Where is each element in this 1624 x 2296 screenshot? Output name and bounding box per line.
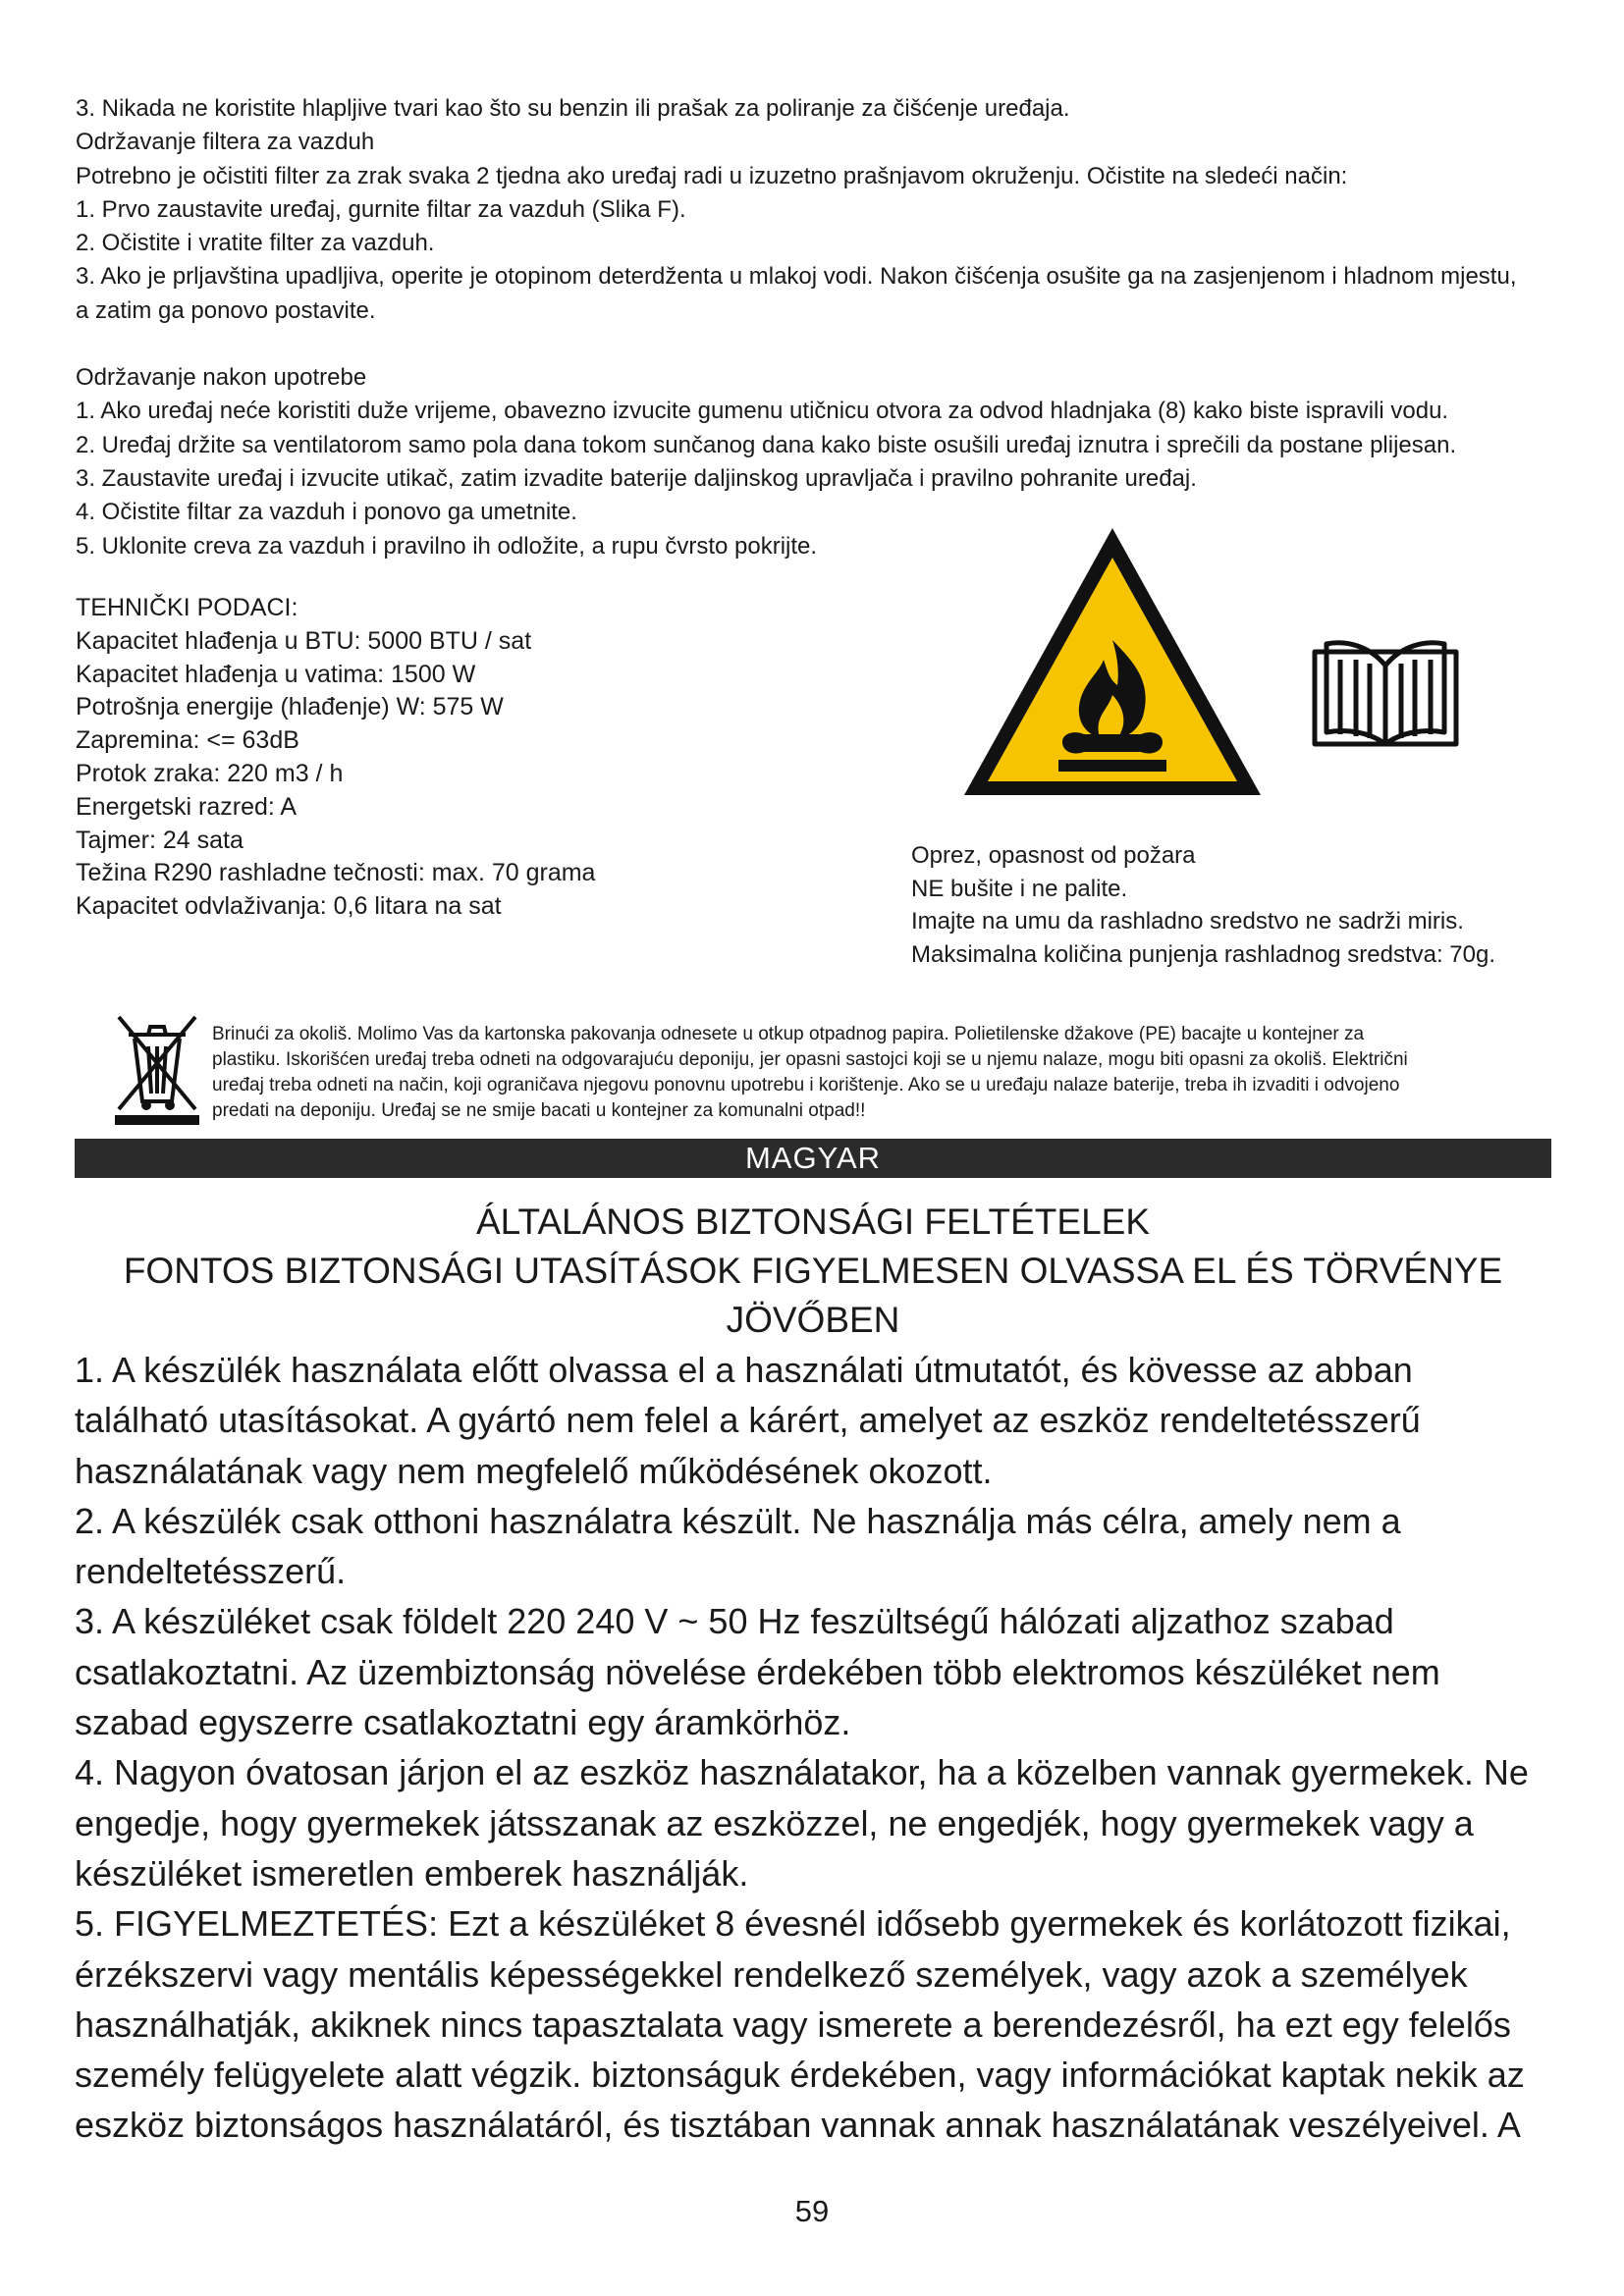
instruction-line: engedje, hogy gyermekek játsszanak az eszközzel, ne engedjék, hogy gyermekek vagy a xyxy=(75,1802,1474,1843)
instruction-line: található utasításokat. A gyártó nem felel a kárért, amelyet az eszköz rendeltetésszerű xyxy=(75,1400,1421,1441)
instruction-line: használhatják, akiknek nincs tapasztalata vagy ismerete a berendezésről, ha ezt egy felelős xyxy=(75,2003,1511,2045)
heading-line: FONTOS BIZTONSÁGI UTASÍTÁSOK FIGYELMESEN OLVASSA EL ÉS TÖRVÉNYE xyxy=(123,1251,1503,1291)
instruction-line: 4. Nagyon óvatosan járjon el az eszköz használatakor, ha a közelben vannak gyermekek. Ne xyxy=(75,1752,1529,1793)
instruction-line: szabad egyszerre csatlakoztatni egy áramkörhöz. xyxy=(75,1702,851,1743)
instruction-line: használatának vagy nem megfelelő működésének okozott. xyxy=(75,1450,993,1491)
instruction-line: 2. A készülék csak otthoni használatra készült. Ne használja más célra, amely nem a xyxy=(75,1500,1401,1541)
text-line: 3. Nikada ne koristite hlapljive tvari kao što su benzin ili prašak za poliranje za čišćenje uređaja. xyxy=(76,95,1070,122)
spec-line: Kapacitet odvlaživanja: 0,6 litara na sat xyxy=(76,892,502,921)
list-item: 3. Ako je prljavština upadljiva, operite je otopinom deterdženta u mlakoj vodi. Nakon čišćenja osušite ga na zasjenjenom i hladnom mjestu, xyxy=(76,263,1517,291)
caption-line: Oprez, opasnost od požara xyxy=(911,842,1196,869)
instruction-line: 1. A készülék használata előtt olvassa el a használati útmutatót, és kövesse az abban xyxy=(75,1350,1413,1390)
instruction-line: csatlakoztatni. Az üzembiztonság növelése érdekében több elektromos készüléket nem xyxy=(75,1651,1440,1692)
maintenance-section xyxy=(76,92,1568,563)
list-item: 4. Očistite filtar za vazduh i ponovo ga umetnite. xyxy=(76,499,577,526)
notice-line: uređaj treba odneti na način, koji ograničava njegovu ponovnu upotrebu i korištenje. Ako se u uređaju nalaze baterije, treba ih izvaditi i odvojeno xyxy=(212,1075,1400,1095)
instruction-line: személy felügyelete alatt végzik. biztonságuk érdekében, vagy információkat kaptak nekik az xyxy=(75,2055,1525,2096)
environment-notice xyxy=(212,1022,1567,1124)
subsection-title: Održavanje filtera za vazduh xyxy=(76,129,375,156)
list-item: 1. Prvo zaustavite uređaj, gurnite filtar za vazduh (Slika F). xyxy=(76,195,686,223)
notice-line: predati na deponiju. Uređaj se ne smije bacati u kontejner za komunalni otpad!! xyxy=(212,1100,866,1121)
list-item: 2. Očistite i vratite filter za vazduh. xyxy=(76,230,435,257)
spec-line: Energetski razred: A xyxy=(76,792,298,821)
spec-line: Kapacitet hlađenja u BTU: 5000 BTU / sat xyxy=(76,626,532,655)
heading-line: ÁLTALÁNOS BIZTONSÁGI FELTÉTELEK xyxy=(475,1201,1151,1242)
caption-line: Imajte na umu da rashladno sredstvo ne sadrži miris. xyxy=(911,908,1464,934)
safety-heading xyxy=(75,1198,1551,1345)
spec-line: Zapremina: <= 63dB xyxy=(76,726,299,755)
fire-warning-caption xyxy=(911,839,1540,971)
text-line: a zatim ga ponovo postavite. xyxy=(76,296,376,324)
instruction-line: készüléket ismeretlen emberek használják. xyxy=(75,1852,749,1894)
list-item: 2. Uređaj držite sa ventilatorom samo pola dana tokom sunčanog dana kako biste osušili uređaj iznutra i sprečili da postane plijesan. xyxy=(76,431,1457,458)
instruction-line: érzékszervi vagy mentális képességekkel rendelkező személyek, vagy azok a személyek xyxy=(75,1953,1468,1995)
spec-line: Tajmer: 24 sata xyxy=(76,826,244,854)
read-manual-icon xyxy=(1311,630,1460,748)
instruction-line: 3. A készüléket csak földelt 220 240 V ~ 50 Hz feszültségű hálózati aljzathoz szabad xyxy=(75,1601,1394,1642)
flammable-warning-icon xyxy=(960,524,1265,799)
heading-line: JÖVŐBEN xyxy=(726,1300,900,1340)
list-item: 5. Uklonite creva za vazduh i pravilno ih odložite, a rupu čvrsto pokrijte. xyxy=(76,532,818,560)
text-line: Potrebno je očistiti filter za zrak svaka 2 tjedna ako uređaj radi u izuzetno prašnjavom okruženju. Očistite na sledeći način: xyxy=(76,162,1348,189)
page-number: 59 xyxy=(794,2194,830,2228)
instruction-line: 5. FIGYELMEZTETÉS: Ezt a készüléket 8 évesnél idősebb gyermekek és korlátozott fizikai, xyxy=(75,1903,1511,1945)
caption-line: Maksimalna količina punjenja rashladnog sredstva: 70g. xyxy=(911,940,1496,968)
list-item: 1. Ako uređaj neće koristiti duže vrijeme, obavezno izvucite gumenu utičnicu otvora za odvod hladnjaka (8) kako biste ispravili vodu. xyxy=(76,398,1449,425)
paragraph-gap xyxy=(76,328,1568,361)
crossed-out-bin-icon xyxy=(113,1011,201,1125)
instruction-line: rendeltetésszerű. xyxy=(75,1551,347,1592)
spec-line: Kapacitet hlađenja u vatima: 1500 W xyxy=(76,660,476,688)
spec-line: Potrošnja energije (hlađenje) W: 575 W xyxy=(76,693,504,721)
subsection-title: Održavanje nakon upotrebe xyxy=(76,364,367,392)
spec-line: Težina R290 rashladne tečnosti: max. 70 grama xyxy=(76,859,596,887)
spec-line: Protok zraka: 220 m3 / h xyxy=(76,759,344,787)
instruction-line: eszköz biztonságos használatáról, és tisztában vannak annak használatának veszélyeivel. A xyxy=(75,2105,1521,2146)
technical-specs xyxy=(76,592,606,924)
specs-title: TEHNIČKI PODACI: xyxy=(76,594,298,621)
list-item: 3. Zaustavite uređaj i izvucite utikač, zatim izvadite baterije daljinskog upravljača i pravilno pohranite uređaj. xyxy=(76,464,1197,492)
safety-instructions xyxy=(75,1345,1567,2151)
notice-line: Brinući za okoliš. Molimo Vas da kartonska pakovanja odnesete u otkup otpadnog papira. Polietilenske džakove (PE) bacajte u kontejner za xyxy=(212,1024,1365,1044)
caption-line: NE bušite i ne palite. xyxy=(911,875,1128,902)
notice-line: plastiku. Iskorišćen uređaj treba odneti na odgovarajuću deponiju, jer opasni sastojci koji se u njemu nalaze, mogu biti opasni za okoliš. Električni xyxy=(212,1049,1408,1070)
language-bar: MAGYAR xyxy=(75,1139,1551,1178)
